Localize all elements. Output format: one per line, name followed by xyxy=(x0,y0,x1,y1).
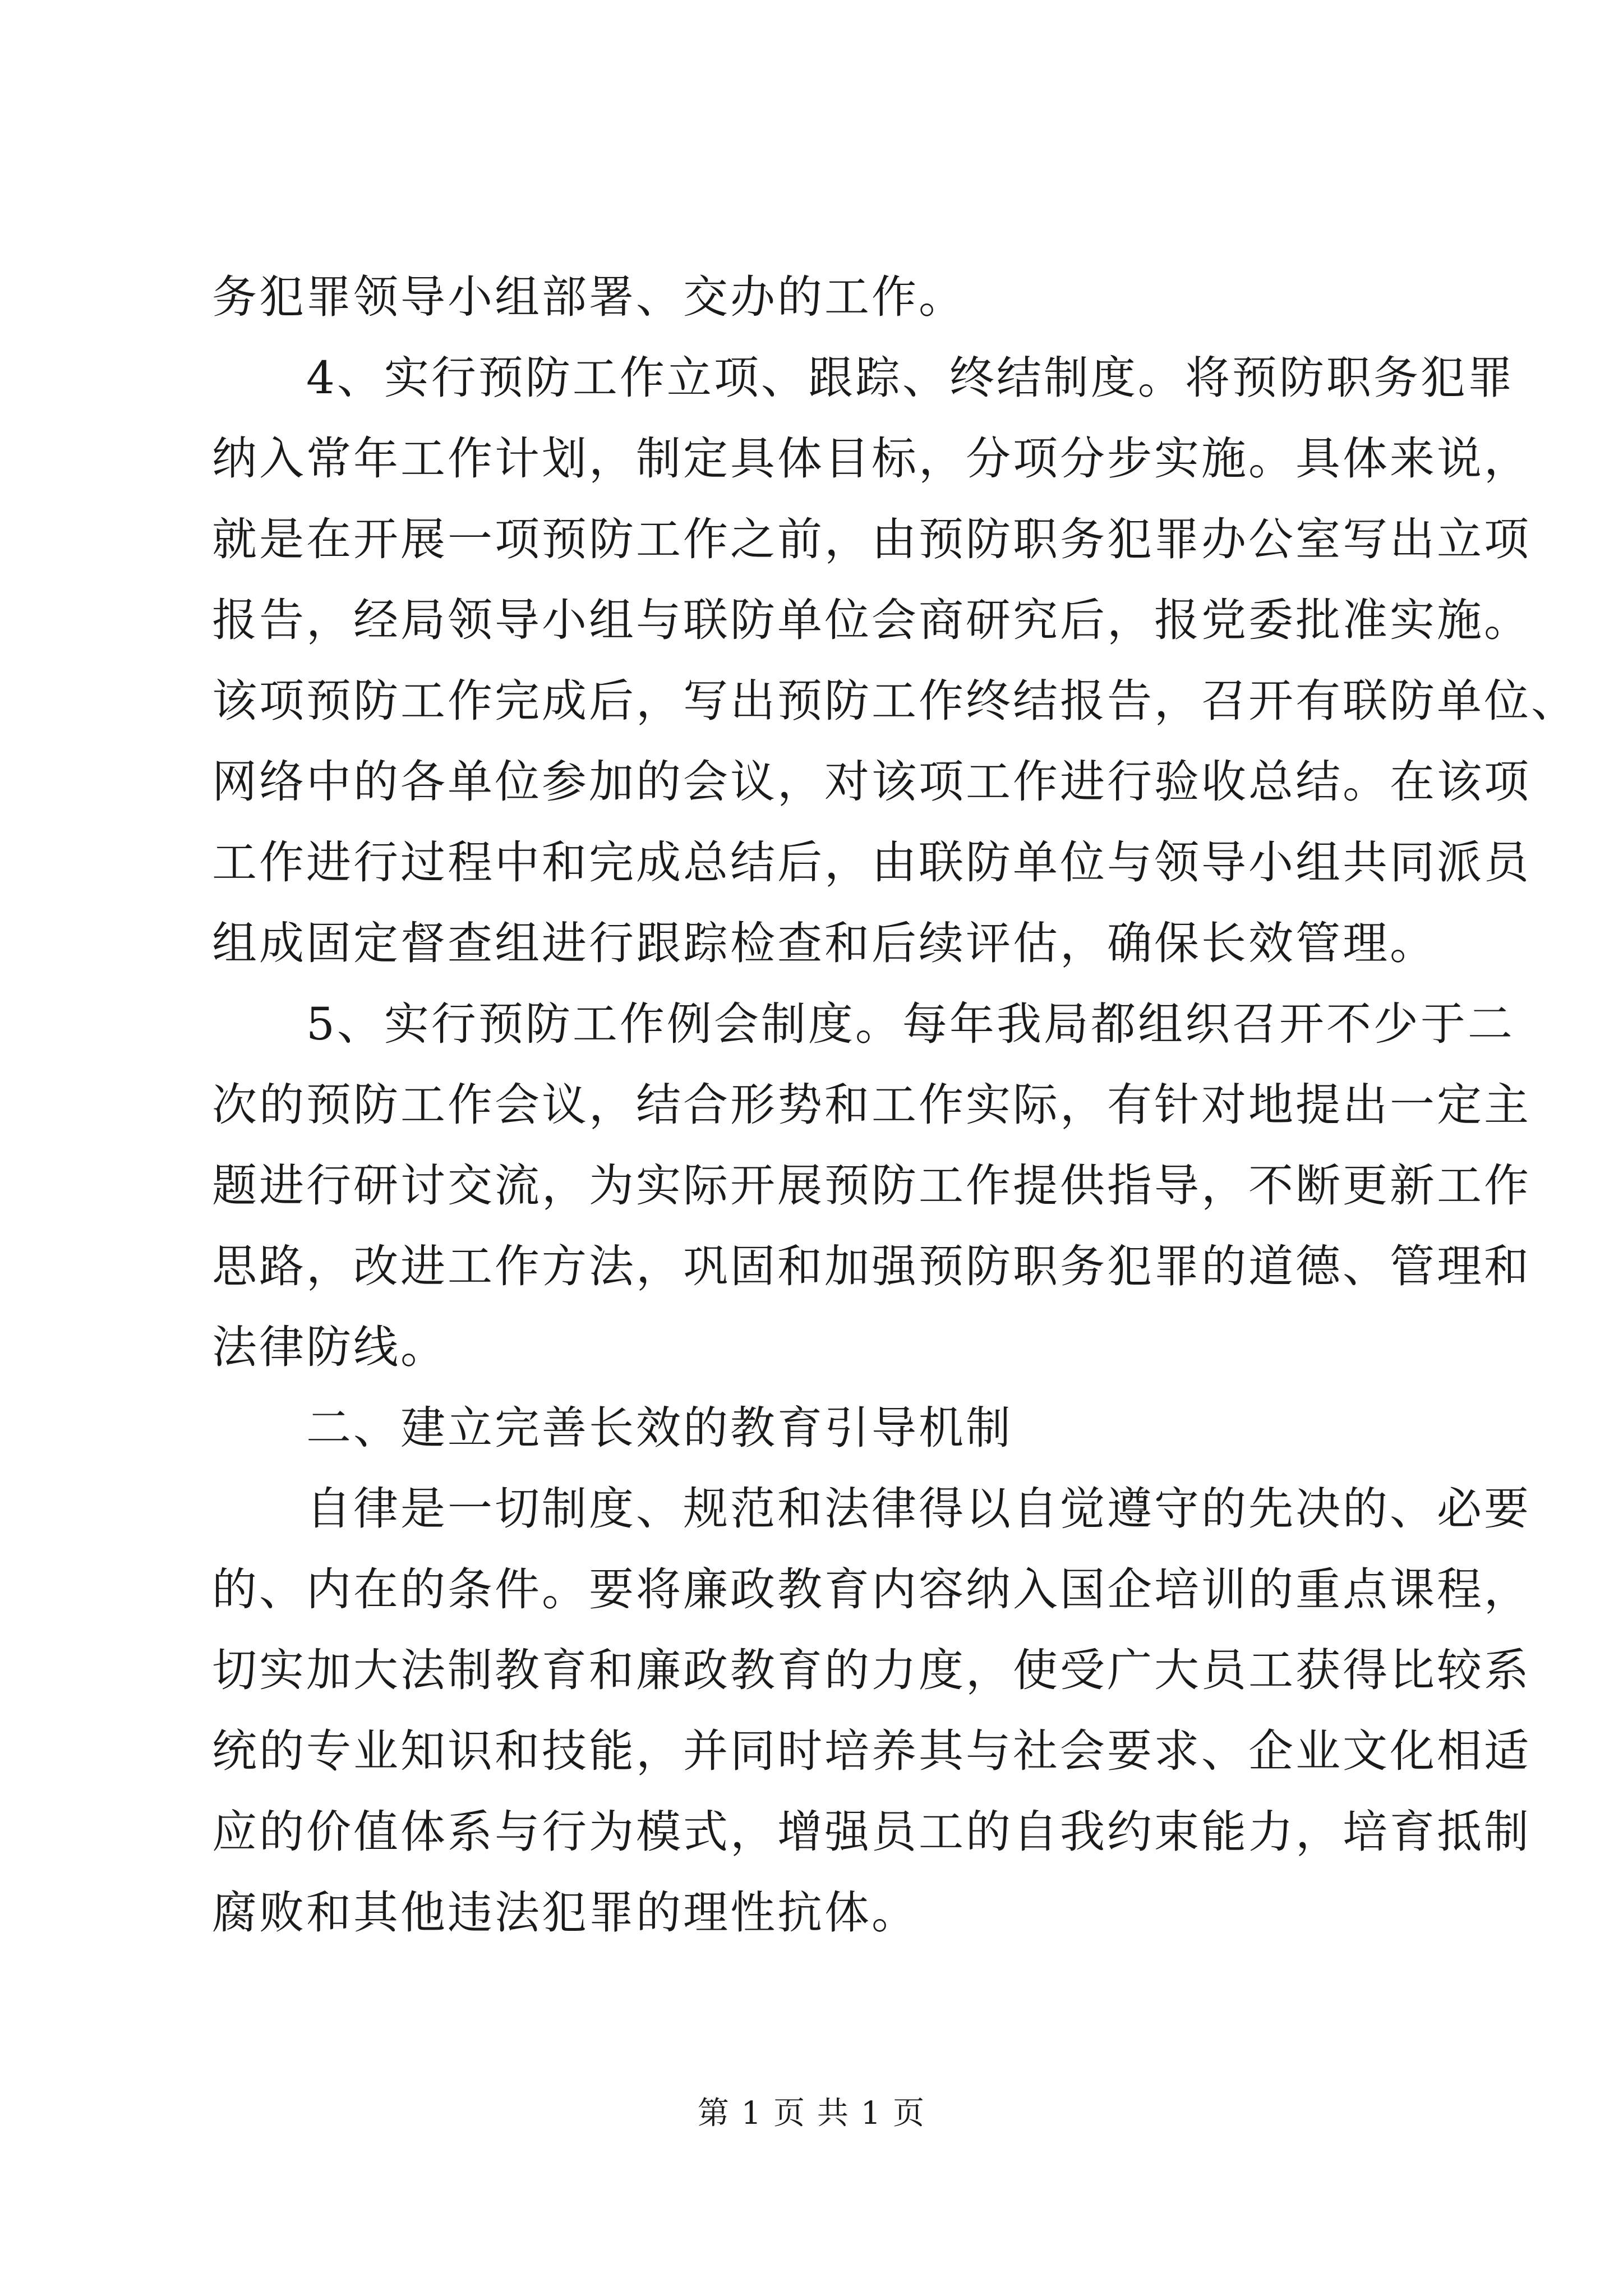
page-footer: 第 1 页 共 1 页 xyxy=(697,2095,926,2132)
text-line: 应的价值体系与行为模式，增强员工的自我约束能力，培育抵制 xyxy=(212,1806,1531,1858)
text-line: 报告，经局领导小组与联防单位会商研究后，报党委批准实施。 xyxy=(212,594,1531,646)
text-line: 务犯罪领导小组部署、交办的工作。 xyxy=(212,271,966,323)
text-line: 自律是一切制度、规范和法律得以自觉遵守的先决的、必要 xyxy=(306,1483,1531,1535)
text-line: 二、建立完善长效的教育引导机制 xyxy=(306,1402,1013,1454)
text-line: 思路，改进工作方法，巩固和加强预防职务犯罪的道德、管理和 xyxy=(212,1240,1531,1292)
text-line: 切实加大法制教育和廉政教育的力度，使受广大员工获得比较系 xyxy=(212,1644,1531,1696)
text-line: 统的专业知识和技能，并同时培养其与社会要求、企业文化相适 xyxy=(212,1725,1531,1777)
text-line: 次的预防工作会议，结合形势和工作实际，有针对地提出一定主 xyxy=(212,1079,1531,1131)
text-line: 4、实行预防工作立项、跟踪、终结制度。将预防职务犯罪 xyxy=(306,352,1515,404)
text-line: 该项预防工作完成后，写出预防工作终结报告，召开有联防单位、 xyxy=(212,675,1578,727)
document-body xyxy=(212,257,1578,1953)
text-line: 题进行研讨交流，为实际开展预防工作提供指导，不断更新工作 xyxy=(212,1159,1531,1212)
text-line: 纳入常年工作计划，制定具体目标，分项分步实施。具体来说， xyxy=(212,432,1531,485)
text-line: 5、实行预防工作例会制度。每年我局都组织召开不少于二 xyxy=(306,998,1515,1050)
text-line: 的、内在的条件。要将廉政教育内容纳入国企培训的重点课程， xyxy=(212,1563,1531,1616)
text-line: 法律防线。 xyxy=(212,1321,448,1373)
text-line: 腐败和其他违法犯罪的理性抗体。 xyxy=(212,1887,919,1939)
text-line: 工作进行过程中和完成总结后，由联防单位与领导小组共同派员 xyxy=(212,836,1531,889)
text-line: 组成固定督查组进行跟踪检查和后续评估，确保长效管理。 xyxy=(212,917,1437,969)
text-line: 就是在开展一项预防工作之前，由预防职务犯罪办公室写出立项 xyxy=(212,513,1531,565)
text-line: 网络中的各单位参加的会议，对该项工作进行验收总结。在该项 xyxy=(212,756,1531,808)
